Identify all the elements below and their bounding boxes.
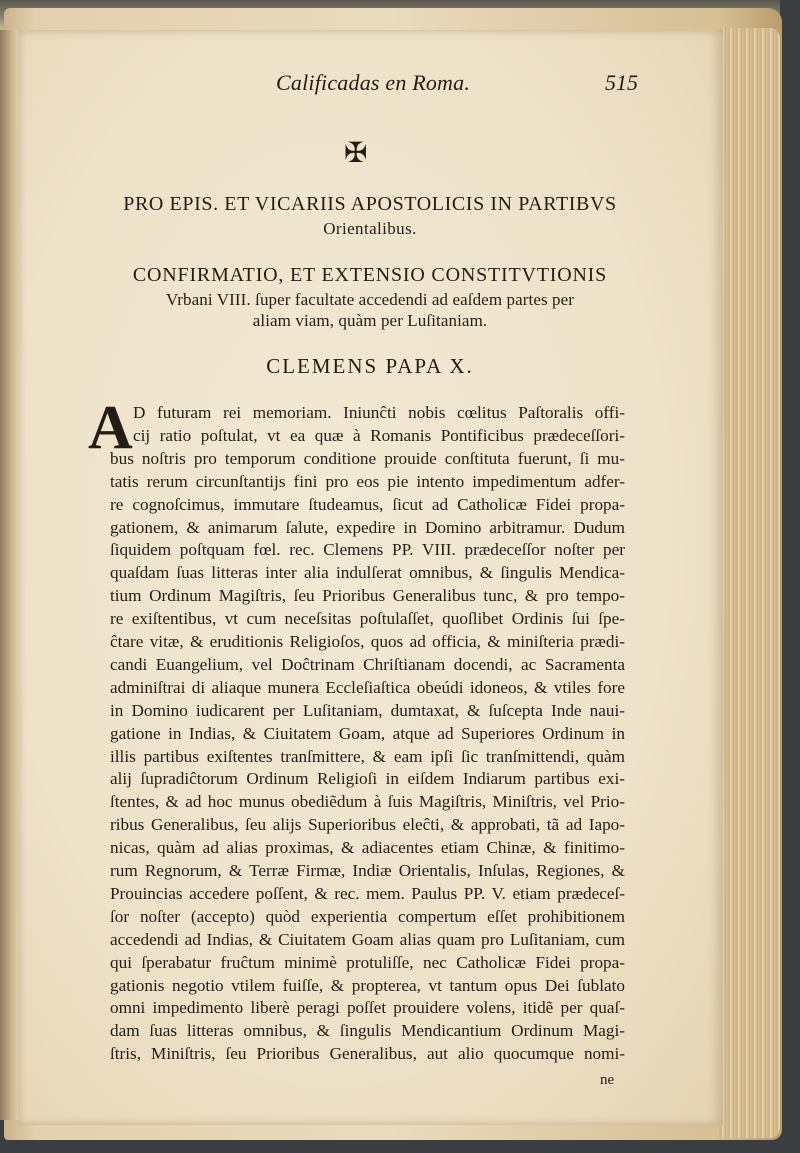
body-line: accedendi ad Indias, & Ciuitatem Goam alias quam pro Luſitaniam, cum [110, 929, 625, 949]
body-line: gatione in Indias, & Ciuitatem Goam, atque ad Superiores Ordinum in [110, 723, 625, 743]
body-line: ĉtare vitæ, & eruditionis Religioſos, quos ad officia, & miniſteria prædi- [110, 632, 625, 651]
body-line: in Domino iudicarent per Luſitaniam, dumtaxat, & ſuſcepta Inde naui- [110, 700, 625, 720]
drop-cap-initial: A [88, 394, 133, 462]
body-line: qui ſperabatur fruĉtum minimè protuliſſe, nec Catholicæ Fidei propa- [110, 952, 625, 972]
body-line: bus noſtris pro temporum conditione prouide conſtituta fuerunt, ſi mu- [110, 448, 625, 468]
body-line: quaſdam ſuas litteras inter alia indulſerat omnibus, & ſingulis Mendica- [110, 563, 625, 583]
body-line: tium Ordinum Magiſtris, ſeu Prioribus Generalibus tunc, & pro tempo- [110, 586, 625, 606]
cross-ornament-icon: ✠ [344, 138, 368, 169]
body-line: candi Euangelium, vel Doĉtrinam Chriſtianam docendi, ac Sacramenta [110, 654, 625, 674]
body-line: dam ſuas litteras omnibus, & ſingulis Mendicantium Ordinum Magi- [110, 1021, 625, 1041]
body-line: alij ſupradiĉtorum Ordinum Religioſi in eiſdem Indiarum partibus exi- [110, 769, 625, 789]
body-line: omni impedimento liberè peragi poſſet prouidere volens, itidẽ per quaſ- [110, 998, 625, 1018]
body-line: ſtris, Miniſtris, ſeu Prioribus Generalibus, aut alio quocumque nomi- [110, 1044, 625, 1064]
body-line: gationis negotio vtilem fuiſſe, & propterea, vt tantum opus Dei ſublato [110, 975, 625, 995]
body-line: gationem, & animarum ſalute, expedire in Domino arbitramur. Dudum [110, 517, 625, 537]
body-line: re exiſtentibus, vt cum neceſsitas poſtulaſſet, quoſlibet Ordinis ſui ſpe- [110, 609, 625, 629]
body-line: ſor noſter (accepto) quòd experientia compertum eſſet prohibitionem [110, 906, 625, 926]
body-line: adminiſtrai di aliaque munera Eccleſiaſtica obeúdi idoneos, & vtiles fore [110, 677, 625, 697]
heading-pro-epis-sub: Orientalibus. [323, 219, 417, 238]
body-line: Prouincias accedere poſſent, & rec. mem. Paulus PP. V. etiam prædeceſ- [110, 883, 625, 903]
body-line: illis partibus exiſtentes tranſmittere, & eam ipſi ſic tranſmittendi, quàm [110, 746, 625, 766]
heading-clemens-papa: CLEMENS PAPA X. [266, 354, 474, 378]
body-line: nicas, quàm ad alias proximas, & adiacentes etiam Chinæ, & finitimo- [110, 838, 625, 858]
heading-confirmatio: CONFIRMATIO, ET EXTENSIO CONSTITVTIONIS [132, 264, 608, 286]
page-number: 515 [605, 70, 638, 95]
heading-confirmatio-sub-2: aliam viam, quàm per Luſitaniam. [252, 311, 488, 330]
catchword: ne [600, 1072, 615, 1088]
body-line: re cognoſcimus, immutare ſtudeamus, ſicut ad Catholicæ Fidei propa- [110, 494, 625, 514]
body-line: ſiquidem poſtquam fœl. rec. Clemens PP. VIII. prædeceſſor noſter per [110, 540, 625, 560]
body-line: rum Regnorum, & Terræ Firmæ, Indiæ Orientalis, Inſulas, Regiones, & [110, 861, 625, 880]
left-page-fold [0, 30, 20, 1120]
body-line: D futuram rei memoriam. Iniunĉti nobis cœlitus Paſtoralis offi- [133, 403, 625, 422]
page-stack-edge [718, 28, 780, 1138]
running-head: Calificadas en Roma. [276, 70, 471, 95]
body-line: ribus Generalibus, ſeu alijs Superioribus eleĉti, & approbati, tã ad Iapo- [110, 815, 625, 835]
body-line: cij ratio poſtulat, vt ea quæ à Romanis Pontificibus prædeceſſori- [133, 425, 625, 445]
heading-pro-epis: PRO EPIS. ET VICARIIS APOSTOLICIS IN PARTIBVS [123, 193, 617, 215]
body-line: ſtentes, & ad hoc munus obediẽdum à ſuis Magiſtris, Miniſtris, vel Prio- [110, 792, 625, 812]
body-line: tatis rerum circunſtantijs fini pro eos pie intento impedimentum adfer- [110, 471, 625, 491]
heading-confirmatio-sub-1: Vrbani VIII. ſuper facultate accedendi ad eaſdem partes per [165, 290, 575, 309]
